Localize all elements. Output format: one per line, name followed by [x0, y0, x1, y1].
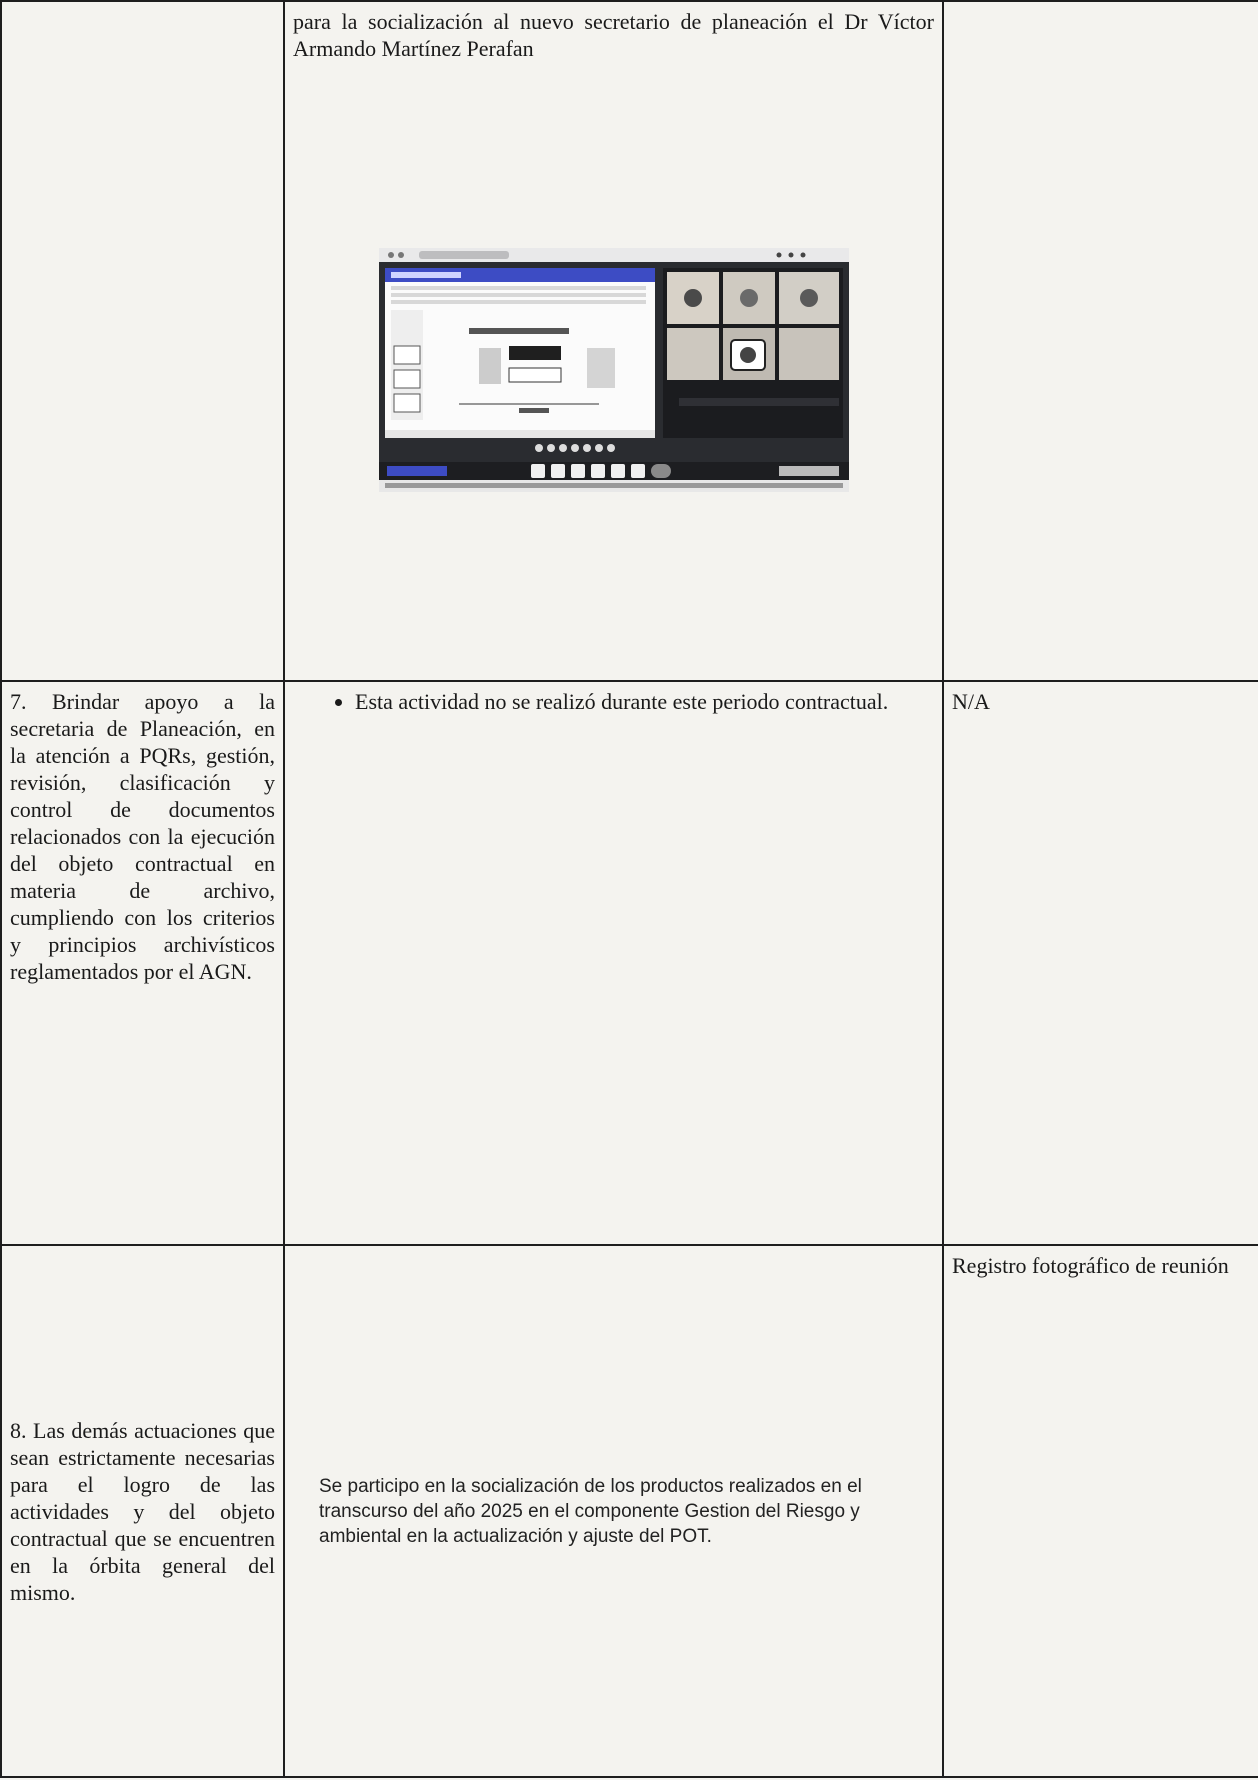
activity-cell	[1, 1, 284, 681]
evidence-cell: Registro fotográfico de reunión	[943, 1245, 1258, 1777]
bullet-list	[293, 688, 934, 715]
table-row	[1, 1245, 1258, 1777]
activity-cell: 8. Las demás actuaciones que sean estrictamente necesarias para el logro de las actividades y del objeto contractual que se encuentren en la órbita general del mismo.	[1, 1245, 284, 1777]
evidence-cell	[943, 1, 1258, 681]
evidence-description-cell	[284, 681, 943, 1245]
evidence-description-cell	[284, 1, 943, 681]
meeting-screenshot-image	[379, 248, 849, 492]
participation-text: Se participo en la socialización de los productos realizados en el transcurso del año 2025 en el componente Gestion del Riesgo y ambiental en la actualización y ajuste del POT.	[319, 1475, 862, 1547]
list-item: • Esta actividad no se realizó durante este periodo contractual.	[355, 688, 934, 715]
evidence-description-cell	[284, 1245, 943, 1777]
activity-cell: 7. Brindar apoyo a la secretaria de Planeación, en la atención a PQRs, gestión, revisión, clasificación y control de documentos relacionados con la ejecución del objeto contractual en materia de archivo, cumpliendo con los criterios y principios archivísticos reglamentados por el AGN.	[1, 681, 284, 1245]
table-row	[1, 681, 1258, 1245]
socialization-text: para la socialización al nuevo secretario de planeación el Dr Víctor Armando Martínez Perafan	[293, 9, 934, 61]
evidence-cell: N/A	[943, 681, 1258, 1245]
table-row	[1, 1, 1258, 681]
